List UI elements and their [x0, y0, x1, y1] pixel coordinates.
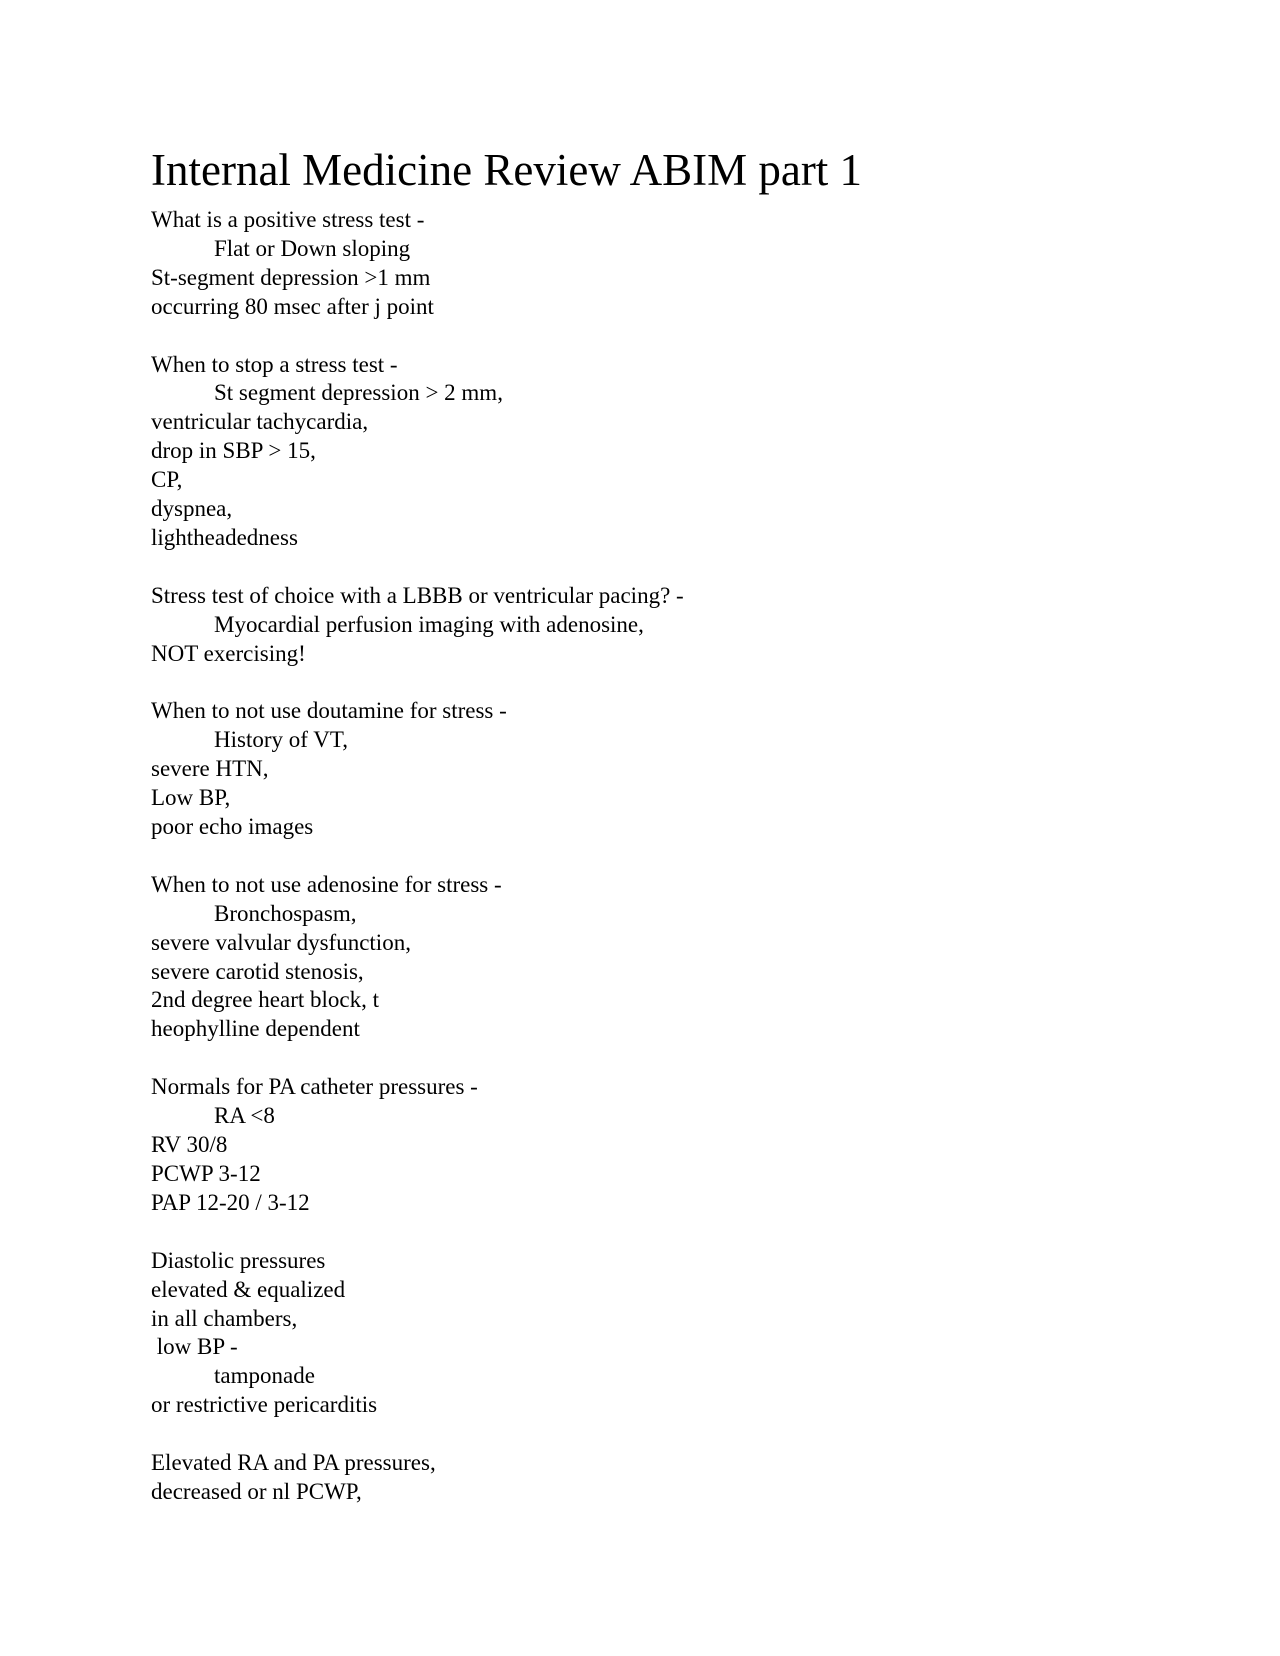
card-answer-line: severe carotid stenosis, — [151, 958, 364, 984]
card-answer-line: lightheadedness — [151, 524, 298, 550]
card-answer-line: dyspnea, — [151, 496, 233, 522]
card-answer-line: CP, — [151, 467, 183, 493]
flashcard — [151, 351, 1151, 553]
card-question: What is a positive stress test - — [151, 207, 425, 232]
flashcard — [151, 1449, 1151, 1507]
card-answer-line: PCWP 3-12 — [151, 1160, 261, 1186]
card-question: Elevated RA and PA pressures, — [151, 1450, 436, 1476]
card-answer-line: occurring 80 msec after j point — [151, 293, 434, 319]
document-title: Internal Medicine Review ABIM part 1 — [151, 145, 863, 195]
card-answer-line: RV 30/8 — [151, 1132, 228, 1158]
card-answer-line: PAP 12-20 / 3-12 — [151, 1189, 310, 1215]
card-answer-line: Low BP, — [151, 785, 231, 811]
card-answer-line: St segment depression > 2 mm, — [214, 380, 503, 406]
card-question: Diastolic pressures — [151, 1247, 326, 1273]
flashcard — [151, 697, 1151, 841]
flashcard — [151, 206, 1151, 322]
card-answer-line: poor echo images — [151, 814, 314, 840]
card-answer-line: drop in SBP > 15, — [151, 438, 316, 464]
flashcard — [151, 1247, 1151, 1420]
card-question: When to not use adenosine for stress - — [151, 871, 502, 897]
card-answer-line: History of VT, — [214, 727, 348, 753]
card-question: Stress test of choice with a LBBB or ventricular pacing? - — [151, 582, 684, 608]
card-question: decreased or nl PCWP, — [151, 1478, 362, 1504]
card-question: low BP - — [151, 1334, 238, 1360]
card-answer-line: RA <8 — [214, 1103, 275, 1129]
flashcard — [151, 871, 1151, 1044]
card-answer-line: heophylline dependent — [151, 1016, 360, 1042]
card-answer-line: Flat or Down sloping — [214, 235, 411, 261]
card-question: When to stop a stress test - — [151, 351, 398, 377]
card-answer-line: St-segment depression >1 mm — [151, 264, 431, 290]
card-answer-line: or restrictive pericarditis — [151, 1392, 378, 1418]
card-question: When to not use doutamine for stress - — [151, 698, 507, 724]
card-answer-line: NOT exercising! — [151, 640, 306, 666]
card-answer-line: tamponade — [214, 1363, 315, 1389]
card-question: in all chambers, — [151, 1305, 298, 1331]
document-page — [151, 145, 1151, 1536]
card-question: elevated & equalized — [151, 1276, 346, 1302]
card-answer-line: 2nd degree heart block, t — [151, 987, 379, 1013]
flashcard — [151, 1073, 1151, 1217]
card-answer-line: Bronchospasm, — [214, 900, 357, 926]
card-answer-line: severe HTN, — [151, 756, 269, 782]
flashcard — [151, 582, 1151, 669]
card-answer-line: ventricular tachycardia, — [151, 409, 369, 435]
card-question: Normals for PA catheter pressures - — [151, 1074, 478, 1100]
card-answer-line: Myocardial perfusion imaging with adenosine, — [214, 611, 644, 637]
card-answer-line: severe valvular dysfunction, — [151, 929, 411, 955]
